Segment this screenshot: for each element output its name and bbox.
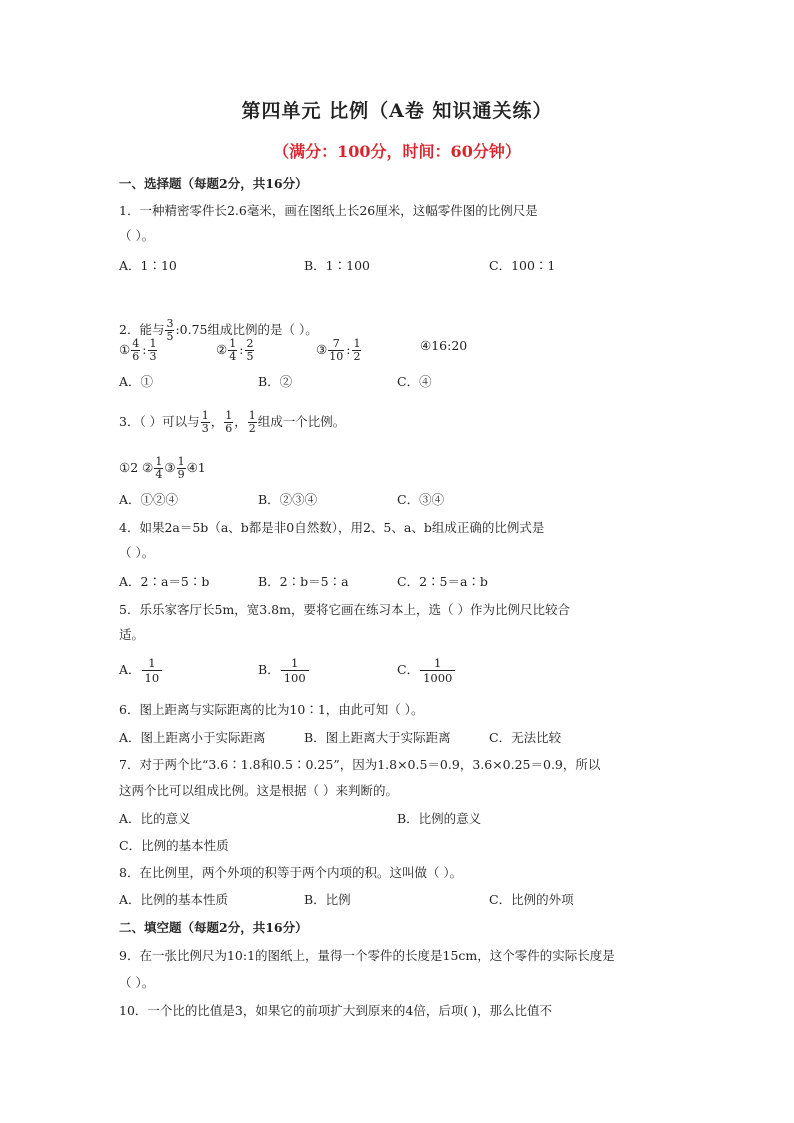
question-3-fraction-1 bbox=[201, 410, 210, 435]
question-3-text bbox=[119, 410, 345, 435]
comma: ， bbox=[234, 414, 247, 429]
choice-fraction bbox=[154, 456, 163, 481]
question-7-option-a: A．比的意义 bbox=[119, 811, 191, 826]
choice-fraction bbox=[177, 456, 186, 481]
choice-fraction bbox=[328, 338, 344, 363]
question-9-blank: （ ）。 bbox=[119, 975, 155, 990]
choice-fraction bbox=[148, 338, 157, 363]
option-fraction bbox=[142, 656, 163, 685]
fraction-numerator: 1 bbox=[148, 656, 156, 670]
option-fraction bbox=[281, 656, 309, 685]
question-1-text: 1．一种精密零件长2.6毫米，画在图纸上长26厘米，这幅零件图的比例尺是 bbox=[119, 203, 538, 218]
ratio-colon: : bbox=[142, 342, 147, 357]
question-1-option-c: C．100∶1 bbox=[489, 258, 556, 273]
option-label: B． bbox=[258, 662, 280, 677]
fraction-numerator: 1 bbox=[201, 409, 209, 422]
section-heading-choice: 一、选择题（每题2分，共16分） bbox=[119, 176, 308, 191]
fraction-numerator: 1 bbox=[291, 656, 299, 670]
choice-1-2: ①2 ② bbox=[119, 460, 154, 475]
question-3-option-c: C．③④ bbox=[397, 492, 445, 507]
fraction-denominator: 10 bbox=[329, 350, 344, 363]
fraction-denominator: 3 bbox=[201, 422, 209, 435]
fraction-denominator: 5 bbox=[166, 330, 174, 343]
question-5-option-c bbox=[397, 656, 456, 685]
fraction-denominator: 100 bbox=[281, 670, 309, 685]
question-2-option-b: B．② bbox=[258, 374, 293, 389]
question-3-choices bbox=[119, 456, 206, 481]
question-6-option-a: A．图上距离小于实际距离 bbox=[119, 730, 266, 745]
question-2-choice-1 bbox=[119, 338, 158, 363]
question-2-fraction bbox=[165, 318, 174, 343]
question-7-text: 7．对于两个比“3.6∶1.8和0.5∶0.25”，因为1.8×0.5＝0.9，3.6×0.25＝0.9，所以 bbox=[119, 757, 601, 772]
option-label: C． bbox=[397, 662, 420, 677]
comma: ， bbox=[210, 414, 224, 429]
fraction-numerator: 1 bbox=[353, 337, 361, 350]
fraction-denominator: 3 bbox=[149, 350, 157, 363]
question-2-choice-4: ④16:20 bbox=[420, 338, 468, 353]
question-2-option-a: A．① bbox=[119, 374, 154, 389]
choice-fraction bbox=[131, 338, 140, 363]
section-heading-fill-blank: 二、填空题（每题2分，共16分） bbox=[119, 920, 308, 935]
fraction-numerator: 2 bbox=[246, 337, 254, 350]
question-7-option-b: B．比例的意义 bbox=[397, 811, 482, 826]
question-2-option-c: C．④ bbox=[397, 374, 432, 389]
question-7-text-cont: 这两个比可以组成比例。这是根据（ ）来判断的。 bbox=[119, 783, 398, 798]
fraction-numerator: 1 bbox=[229, 337, 237, 350]
choice-marker: ③ bbox=[316, 342, 328, 357]
fraction-numerator: 4 bbox=[132, 337, 140, 350]
question-5-text: 5．乐乐家客厅长5m，宽3.8m，要将它画在练习本上，选（ ）作为比例尺比较合 bbox=[119, 602, 570, 617]
question-3-fraction-2 bbox=[224, 410, 233, 435]
fraction-denominator: 2 bbox=[353, 350, 361, 363]
question-2-choice-2 bbox=[216, 338, 255, 363]
fraction-denominator: 4 bbox=[229, 350, 237, 363]
question-4-option-c: C．2∶5＝a∶b bbox=[397, 574, 488, 589]
choice-fraction bbox=[228, 338, 237, 363]
option-fraction bbox=[420, 656, 455, 685]
question-9-text: 9．在一张比例尺为10:1的图纸上，量得一个零件的长度是15cm，这个零件的实际长度是 bbox=[119, 948, 615, 963]
question-1-option-b: B．1∶100 bbox=[304, 258, 370, 273]
question-3-option-a: A．①②④ bbox=[119, 492, 179, 507]
question-2-suffix: :0.75组成比例的是（ ）。 bbox=[175, 322, 318, 337]
page-title: 第四单元 比例（A卷 知识通关练） bbox=[241, 100, 553, 122]
fraction-numerator: 7 bbox=[332, 337, 340, 350]
question-1-blank: （ ）。 bbox=[119, 228, 155, 243]
choice-4: ④1 bbox=[186, 460, 206, 475]
question-6-text: 6．图上距离与实际距离的比为10∶1，由此可知（ ）。 bbox=[119, 702, 424, 717]
question-4-text: 4．如果2a＝5b（a、b都是非0自然数），用2、5、a、b组成正确的比例式是 bbox=[119, 520, 545, 535]
fraction-denominator: 9 bbox=[177, 468, 185, 481]
fraction-numerator: 1 bbox=[225, 409, 233, 422]
question-6-option-b: B．图上距离大于实际距离 bbox=[304, 730, 451, 745]
fraction-numerator: 1 bbox=[248, 409, 256, 422]
question-1-option-a: A．1∶10 bbox=[119, 258, 177, 273]
question-4-option-a: A．2∶a＝5∶b bbox=[119, 574, 210, 589]
question-4-option-b: B．2∶b＝5∶a bbox=[258, 574, 349, 589]
score-time-subtitle: （满分：100分，时间：60分钟） bbox=[273, 142, 521, 161]
fraction-numerator: 1 bbox=[434, 656, 442, 670]
fraction-denominator: 6 bbox=[225, 422, 233, 435]
choice-fraction bbox=[245, 338, 254, 363]
option-label: A． bbox=[119, 662, 141, 677]
fraction-denominator: 2 bbox=[248, 422, 256, 435]
fraction-numerator: 3 bbox=[166, 317, 174, 330]
question-5-option-a bbox=[119, 656, 163, 685]
ratio-colon: : bbox=[346, 342, 351, 357]
choice-marker: ① bbox=[119, 342, 131, 357]
question-2-choice-3 bbox=[316, 338, 362, 363]
question-10-text: 10．一个比的比值是3，如果它的前项扩大到原来的4倍，后项( )，那么比值不 bbox=[119, 1003, 553, 1018]
choice-marker: ② bbox=[216, 342, 228, 357]
question-8-option-a: A．比例的基本性质 bbox=[119, 892, 229, 907]
fraction-numerator: 1 bbox=[149, 337, 157, 350]
ratio-colon: : bbox=[239, 342, 244, 357]
question-3-fraction-3 bbox=[248, 410, 257, 435]
question-3-prefix: 3．（ ）可以与 bbox=[119, 414, 200, 429]
question-4-blank: （ ）。 bbox=[119, 545, 155, 560]
question-3-option-b: B．②③④ bbox=[258, 492, 318, 507]
question-7-option-c: C．比例的基本性质 bbox=[119, 838, 229, 853]
fraction-numerator: 1 bbox=[155, 455, 163, 468]
question-6-option-c: C．无法比较 bbox=[489, 730, 562, 745]
fraction-denominator: 10 bbox=[142, 670, 163, 685]
fraction-denominator: 4 bbox=[155, 468, 163, 481]
question-8-text: 8．在比例里，两个外项的积等于两个内项的积。这叫做（ ）。 bbox=[119, 865, 463, 880]
question-8-option-b: B．比例 bbox=[304, 892, 351, 907]
fraction-denominator: 5 bbox=[246, 350, 254, 363]
fraction-denominator: 1000 bbox=[420, 670, 455, 685]
question-3-suffix: 组成一个比例。 bbox=[257, 414, 346, 429]
question-5-text-cont: 适。 bbox=[119, 627, 145, 642]
fraction-numerator: 1 bbox=[177, 455, 185, 468]
question-8-option-c: C．比例的外项 bbox=[489, 892, 574, 907]
choice-fraction bbox=[352, 338, 361, 363]
question-5-option-b bbox=[258, 656, 310, 685]
fraction-denominator: 6 bbox=[132, 350, 140, 363]
question-2-prefix: 2．能与 bbox=[119, 322, 165, 337]
choice-marker-3: ③ bbox=[164, 460, 176, 475]
